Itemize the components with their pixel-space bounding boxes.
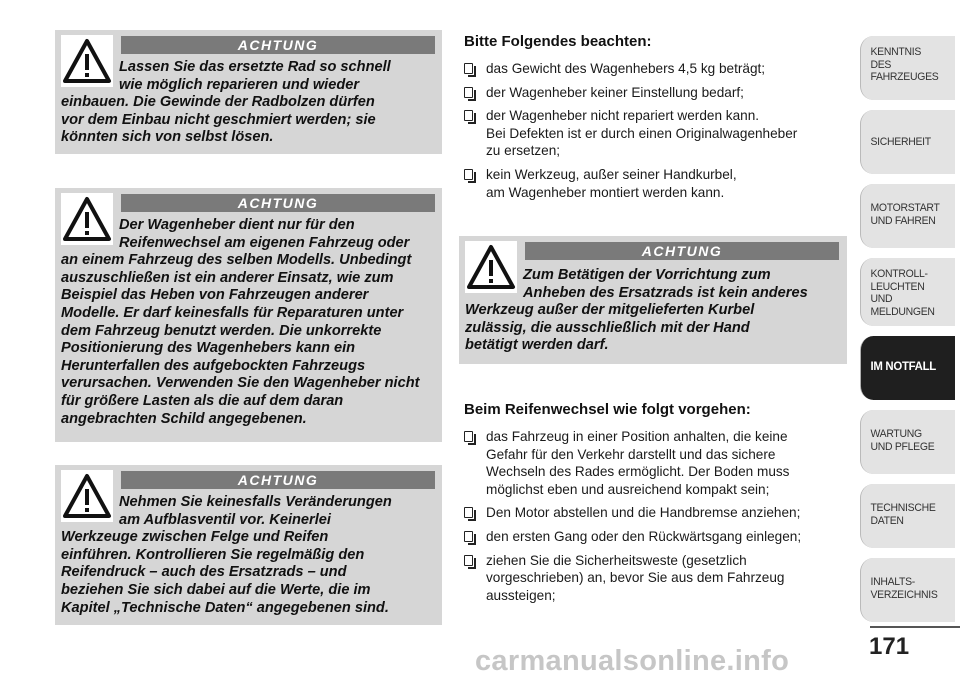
page-number: 171 <box>869 633 910 660</box>
tab-kontrollleuchten[interactable]: KONTROLL- LEUCHTEN UND MELDUNGEN <box>860 258 955 326</box>
tab-technische-daten[interactable]: TECHNISCHE DATEN <box>860 484 955 548</box>
list-item: das Gewicht des Wagenhebers 4,5 kg beträgt; <box>464 60 854 78</box>
checkbox-icon <box>464 431 473 442</box>
checkbox-icon <box>464 87 473 98</box>
checkbox-icon <box>464 110 473 121</box>
warning-label: ACHTUNG <box>121 36 435 54</box>
checkbox-icon <box>464 169 473 180</box>
warning-text: Der Wagenheber dient nur für den Reifenwechsel am eigenen Fahrzeug oder an einem Fahrzeug des selben Modells. Unbedingt auszuschließen ist ein anderer Einsatz, wie zum Beispiel das Heben von Fahrzeugen anderer Modelle. Er darf keinesfalls für Reparaturen unter dem Fahrzeug benutzt werden. Die unkorrekte Positionierung des Wagenhebers kann ein Herunterfallen des aufgebockten Fahrzeugs verursachen. Verwenden Sie den Wagenheber nicht für größere Lasten als die auf dem daran angebrachten Schild angegebenen. <box>61 217 420 427</box>
warning-box-2 <box>55 188 442 442</box>
warning-text: Nehmen Sie keinesfalls Veränderungen am Aufblasventil vor. Keinerlei Werkzeuge zwischen Felge und Reifen einführen. Kontrollieren Sie regelmäßig den Reifendruck – auch des Ersatzrads – und beziehen Sie sich dabei auf die Werte, die im Kapitel „Technische Daten“ angegebenen sind. <box>61 494 392 616</box>
checkbox-icon <box>464 507 473 518</box>
warning-box-4 <box>459 236 847 364</box>
tab-kenntnis[interactable]: KENNTNIS DES FAHRZEUGES <box>860 36 955 100</box>
section-heading-2: Beim Reifenwechsel wie folgt vorgehen: <box>464 401 751 418</box>
warning-box-1 <box>55 30 442 154</box>
checkbox-icon <box>464 63 473 74</box>
tab-inhaltsverzeichnis[interactable]: INHALTS- VERZEICHNIS <box>860 558 955 622</box>
tab-im-notfall[interactable]: IM NOTFALL <box>860 336 955 400</box>
warning-label: ACHTUNG <box>121 194 435 212</box>
tab-wartung[interactable]: WARTUNG UND PFLEGE <box>860 410 955 474</box>
warning-text: Zum Betätigen der Vorrichtung zum Anheben des Ersatzrads ist kein anderes Werkzeug außer der mitgelieferten Kurbel zulässig, die ausschließlich mit der Hand betätigt werden darf. <box>465 267 808 354</box>
checklist-1 <box>464 60 854 207</box>
tab-motorstart[interactable]: MOTORSTART UND FAHREN <box>860 184 955 248</box>
checkbox-icon <box>464 531 473 542</box>
section-heading-1: Bitte Folgendes beachten: <box>464 33 652 50</box>
page-number-divider <box>870 626 960 628</box>
watermark: carmanualsonline.info <box>475 645 790 677</box>
warning-box-3 <box>55 465 442 625</box>
list-item: den ersten Gang oder den Rückwärtsgang einlegen; <box>464 528 856 546</box>
list-item: Den Motor abstellen und die Handbremse anziehen; <box>464 504 856 522</box>
tab-sicherheit[interactable]: SICHERHEIT <box>860 110 955 174</box>
list-item: ziehen Sie die Sicherheitsweste (gesetzlich vorgeschrieben) an, bevor Sie aus dem Fahrzeug aussteigen; <box>464 552 856 605</box>
list-item: der Wagenheber nicht repariert werden kann. Bei Defekten ist er durch einen Originalwagenheber zu ersetzen; <box>464 107 854 160</box>
warning-label: ACHTUNG <box>121 471 435 489</box>
list-item: der Wagenheber keiner Einstellung bedarf; <box>464 84 854 102</box>
list-item: kein Werkzeug, außer seiner Handkurbel, am Wagenheber montiert werden kann. <box>464 166 854 201</box>
checklist-2 <box>464 428 856 610</box>
warning-text: Lassen Sie das ersetzte Rad so schnell wie möglich reparieren und wieder einbauen. Die Gewinde der Radbolzen dürfen vor dem Einbau nicht geschmiert werden; sie könnten sich von selbst lösen. <box>61 59 391 146</box>
checkbox-icon <box>464 555 473 566</box>
warning-label: ACHTUNG <box>525 242 839 260</box>
list-item: das Fahrzeug in einer Position anhalten, die keine Gefahr für den Verkehr darstellt und das sichere Wechseln des Rades ermöglicht. Der Boden muss möglichst eben und ausreichend kompakt sein; <box>464 428 856 498</box>
